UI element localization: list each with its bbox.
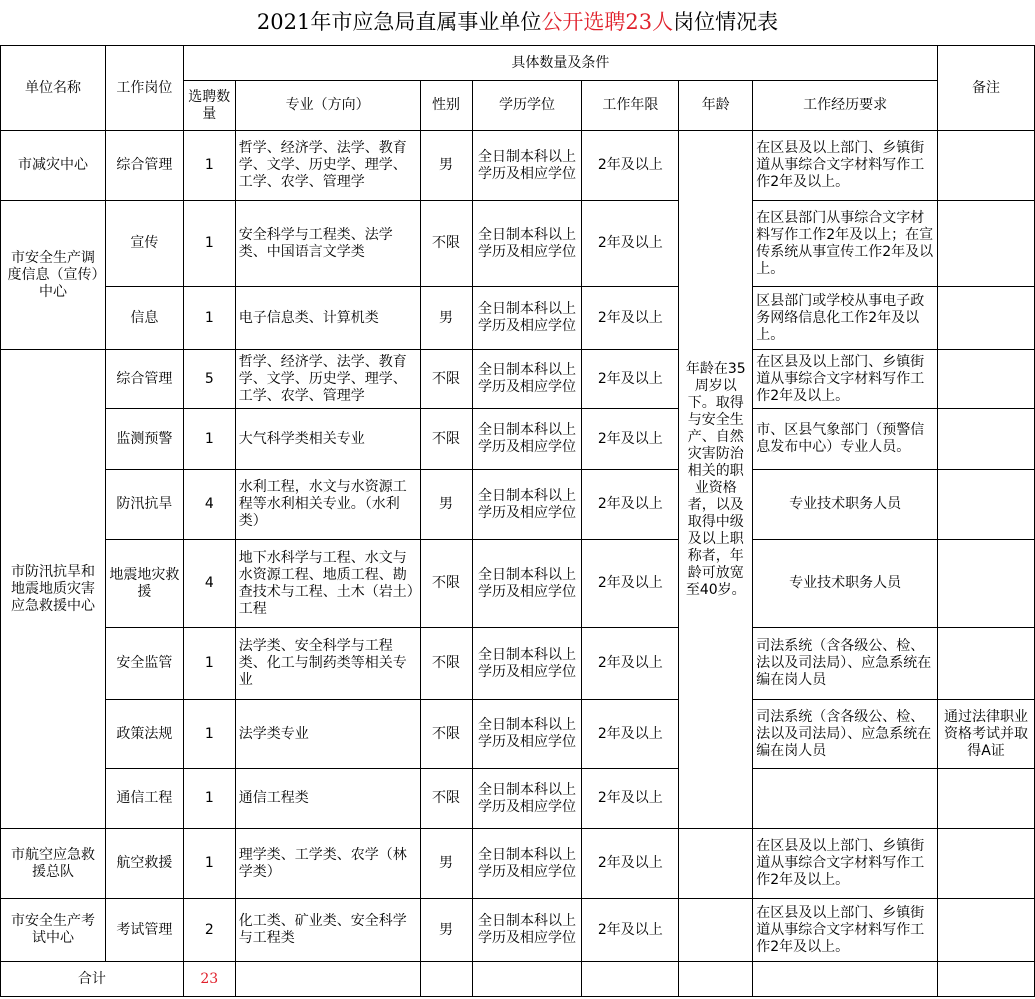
post-cell: 地震地灾救援 [105, 540, 183, 628]
exp-cell: 市、区县气象部门（预警信息发布中心）专业人员。 [753, 409, 938, 470]
age-cell [679, 899, 753, 962]
exp-cell: 区县部门或学校从事电子政务网络信息化工作2年及以上。 [753, 287, 938, 350]
table-row [1, 899, 1035, 962]
title-prefix: 2021年市应急局直属事业单位 [256, 10, 542, 34]
years-cell: 2年及以上 [582, 350, 679, 409]
years-cell: 2年及以上 [582, 131, 679, 201]
remark-cell [938, 131, 1035, 201]
post-cell: 综合管理 [105, 350, 183, 409]
post-cell: 政策法规 [105, 700, 183, 769]
remark-cell [938, 350, 1035, 409]
years-cell: 2年及以上 [582, 700, 679, 769]
empty-cell [472, 962, 582, 997]
empty-cell [420, 962, 472, 997]
remark-cell [938, 470, 1035, 540]
count-cell: 1 [183, 287, 235, 350]
edu-cell: 全日制本科以上学历及相应学位 [472, 829, 582, 899]
positions-table [0, 45, 1035, 997]
unit-name: 市航空应急救援总队 [1, 829, 106, 899]
table-row [1, 628, 1035, 700]
edu-cell: 全日制本科以上学历及相应学位 [472, 899, 582, 962]
major-cell: 大气科学类相关专业 [235, 409, 420, 470]
table-row [1, 540, 1035, 628]
edu-cell: 全日制本科以上学历及相应学位 [472, 700, 582, 769]
table-row [1, 769, 1035, 829]
edu-cell: 全日制本科以上学历及相应学位 [472, 287, 582, 350]
remark-cell [938, 899, 1035, 962]
years-cell: 2年及以上 [582, 287, 679, 350]
exp-cell: 专业技术职务人员 [753, 470, 938, 540]
count-cell: 1 [183, 829, 235, 899]
unit-name: 市安全生产考试中心 [1, 899, 106, 962]
header-remark: 备注 [938, 46, 1035, 131]
exp-cell: 在区县及以上部门、乡镇街道从事综合文字材料写作工作2年及以上。 [753, 131, 938, 201]
years-cell: 2年及以上 [582, 899, 679, 962]
header-post: 工作岗位 [105, 46, 183, 131]
years-cell: 2年及以上 [582, 540, 679, 628]
post-cell: 考试管理 [105, 899, 183, 962]
post-cell: 综合管理 [105, 131, 183, 201]
table-row [1, 287, 1035, 350]
header-edu: 学历学位 [472, 81, 582, 131]
count-cell: 1 [183, 628, 235, 700]
header-count: 选聘数量 [183, 81, 235, 131]
major-cell: 安全科学与工程类、法学类、中国语言文学类 [235, 201, 420, 287]
gender-cell: 不限 [420, 201, 472, 287]
post-cell: 信息 [105, 287, 183, 350]
gender-cell: 男 [420, 287, 472, 350]
count-cell: 1 [183, 201, 235, 287]
title-highlight: 公开选聘23人 [541, 10, 674, 34]
total-label: 合计 [1, 962, 184, 997]
gender-cell: 男 [420, 899, 472, 962]
header-gender: 性别 [420, 81, 472, 131]
major-cell: 理学类、工学类、农学（林学类） [235, 829, 420, 899]
table-row [1, 409, 1035, 470]
gender-cell: 不限 [420, 769, 472, 829]
table-row [1, 131, 1035, 201]
exp-cell: 在区县及以上部门、乡镇街道从事综合文字材料写作工作2年及以上。 [753, 899, 938, 962]
count-cell: 4 [183, 470, 235, 540]
years-cell: 2年及以上 [582, 201, 679, 287]
major-cell: 水利工程，水文与水资源工程等水利相关专业。（水利类） [235, 470, 420, 540]
remark-cell [938, 201, 1035, 287]
header-unit: 单位名称 [1, 46, 106, 131]
unit-name: 市防汛抗旱和地震地质灾害应急救援中心 [1, 350, 106, 829]
count-cell: 2 [183, 899, 235, 962]
exp-cell: 专业技术职务人员 [753, 540, 938, 628]
header-major: 专业（方向） [235, 81, 420, 131]
count-cell: 1 [183, 131, 235, 201]
header-spec: 具体数量及条件 [183, 46, 937, 81]
table-row [1, 700, 1035, 769]
post-cell: 宣传 [105, 201, 183, 287]
remark-cell [938, 287, 1035, 350]
header-exp: 工作经历要求 [753, 81, 938, 131]
table-row [1, 470, 1035, 540]
major-cell: 哲学、经济学、法学、教育学、文学、历史学、理学、工学、农学、管理学 [235, 350, 420, 409]
post-cell: 监测预警 [105, 409, 183, 470]
age-requirement: 年龄在35周岁以下。取得与安全生产、自然灾害防治相关的职业资格者，以及取得中级及以上职称者，年龄可放宽至40岁。 [679, 131, 753, 829]
edu-cell: 全日制本科以上学历及相应学位 [472, 769, 582, 829]
gender-cell: 男 [420, 829, 472, 899]
edu-cell: 全日制本科以上学历及相应学位 [472, 540, 582, 628]
major-cell: 地下水科学与工程、水文与水资源工程、地质工程、勘查技术与工程、土木（岩土）工程 [235, 540, 420, 628]
major-cell: 法学类专业 [235, 700, 420, 769]
major-cell: 电子信息类、计算机类 [235, 287, 420, 350]
gender-cell: 男 [420, 131, 472, 201]
gender-cell: 不限 [420, 700, 472, 769]
gender-cell: 不限 [420, 350, 472, 409]
count-cell: 1 [183, 700, 235, 769]
post-cell: 防汛抗旱 [105, 470, 183, 540]
remark-cell [938, 829, 1035, 899]
exp-cell: 在区县及以上部门、乡镇街道从事综合文字材料写作工作2年及以上。 [753, 829, 938, 899]
years-cell: 2年及以上 [582, 470, 679, 540]
table-row [1, 350, 1035, 409]
title-suffix: 岗位情况表 [673, 10, 779, 34]
count-cell: 1 [183, 769, 235, 829]
years-cell: 2年及以上 [582, 769, 679, 829]
post-cell: 安全监管 [105, 628, 183, 700]
count-cell: 5 [183, 350, 235, 409]
table-row [1, 829, 1035, 899]
age-cell [679, 829, 753, 899]
major-cell: 哲学、经济学、法学、教育学、文学、历史学、理学、工学、农学、管理学 [235, 131, 420, 201]
major-cell: 化工类、矿业类、安全科学与工程类 [235, 899, 420, 962]
edu-cell: 全日制本科以上学历及相应学位 [472, 350, 582, 409]
unit-name: 市安全生产调度信息（宣传）中心 [1, 201, 106, 350]
edu-cell: 全日制本科以上学历及相应学位 [472, 409, 582, 470]
exp-cell: 在区县及以上部门、乡镇街道从事综合文字材料写作工作2年及以上。 [753, 350, 938, 409]
header-row-1 [1, 46, 1035, 81]
gender-cell: 不限 [420, 540, 472, 628]
years-cell: 2年及以上 [582, 829, 679, 899]
post-cell: 航空救援 [105, 829, 183, 899]
empty-cell [679, 962, 753, 997]
page-title [0, 0, 1035, 45]
edu-cell: 全日制本科以上学历及相应学位 [472, 470, 582, 540]
years-cell: 2年及以上 [582, 628, 679, 700]
header-age: 年龄 [679, 81, 753, 131]
remark-cell: 通过法律职业资格考试并取得A证 [938, 700, 1035, 769]
header-years: 工作年限 [582, 81, 679, 131]
edu-cell: 全日制本科以上学历及相应学位 [472, 131, 582, 201]
empty-cell [938, 962, 1035, 997]
empty-cell [582, 962, 679, 997]
exp-cell: 司法系统（含各级公、检、法以及司法局）、应急系统在编在岗人员 [753, 700, 938, 769]
years-cell: 2年及以上 [582, 409, 679, 470]
gender-cell: 男 [420, 470, 472, 540]
unit-name: 市减灾中心 [1, 131, 106, 201]
major-cell: 法学类、安全科学与工程类、化工与制药类等相关专业 [235, 628, 420, 700]
count-cell: 4 [183, 540, 235, 628]
table-row [1, 201, 1035, 287]
total-count: 23 [183, 962, 235, 997]
empty-cell [753, 962, 938, 997]
count-cell: 1 [183, 409, 235, 470]
gender-cell: 不限 [420, 409, 472, 470]
exp-cell: 在区县部门从事综合文字材料写作工作2年及以上；在宣传系统从事宣传工作2年及以上。 [753, 201, 938, 287]
major-cell: 通信工程类 [235, 769, 420, 829]
exp-cell: 司法系统（含各级公、检、法以及司法局）、应急系统在编在岗人员 [753, 628, 938, 700]
gender-cell: 不限 [420, 628, 472, 700]
exp-cell [753, 769, 938, 829]
total-row [1, 962, 1035, 997]
remark-cell [938, 409, 1035, 470]
post-cell: 通信工程 [105, 769, 183, 829]
remark-cell [938, 628, 1035, 700]
remark-cell [938, 769, 1035, 829]
edu-cell: 全日制本科以上学历及相应学位 [472, 201, 582, 287]
empty-cell [235, 962, 420, 997]
remark-cell [938, 540, 1035, 628]
edu-cell: 全日制本科以上学历及相应学位 [472, 628, 582, 700]
